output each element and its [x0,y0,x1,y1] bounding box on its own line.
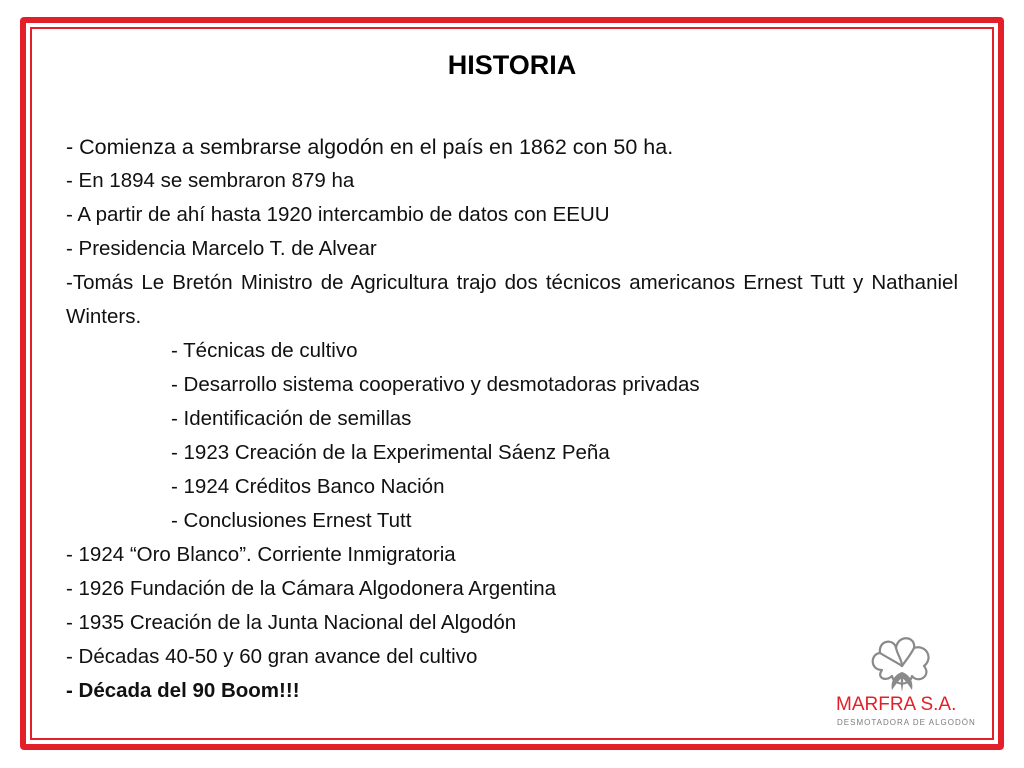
logo-brand-suffix: S.A. [920,694,957,715]
list-item-highlight: - Década del 90 Boom!!! [66,679,300,702]
list-item: - 1926 Fundación de la Cámara Algodonera Argentina [66,577,557,600]
logo-brand [836,694,976,716]
cotton-boll-icon [866,630,938,694]
list-subitem: - Desarrollo sistema cooperativo y desmotadoras privadas [171,373,700,396]
logo-subtitle: DESMOTADORA DE ALGODÓN [837,718,976,727]
list-subitem: - Conclusiones Ernest Tutt [171,509,412,532]
list-item: - A partir de ahí hasta 1920 intercambio de datos con EEUU [66,203,610,226]
list-item: - 1935 Creación de la Junta Nacional del Algodón [66,611,517,634]
company-logo [836,630,976,730]
list-subitem: - Identificación de semillas [171,407,412,430]
list-item: - Presidencia Marcelo T. de Alvear [66,237,377,260]
list-item: - Comienza a sembrarse algodón en el país en 1862 con 50 ha. [66,135,674,159]
list-subitem: - Técnicas de cultivo [171,339,358,362]
list-item: - En 1894 se sembraron 879 ha [66,169,355,192]
list-item: - 1924 “Oro Blanco”. Corriente Inmigratoria [66,543,456,566]
logo-brand-name: MARFRA [836,694,916,715]
list-subitem: - 1924 Créditos Banco Nación [171,475,445,498]
slide-title: HISTORIA [447,50,577,80]
list-item: -Tomás Le Bretón Ministro de Agricultura trajo dos técnicos americanos Ernest Tutt y Nathaniel Winters. [66,271,958,328]
list-item: - Décadas 40-50 y 60 gran avance del cultivo [66,645,478,668]
history-list [66,130,958,708]
list-subitem: - 1923 Creación de la Experimental Sáenz Peña [171,441,610,464]
